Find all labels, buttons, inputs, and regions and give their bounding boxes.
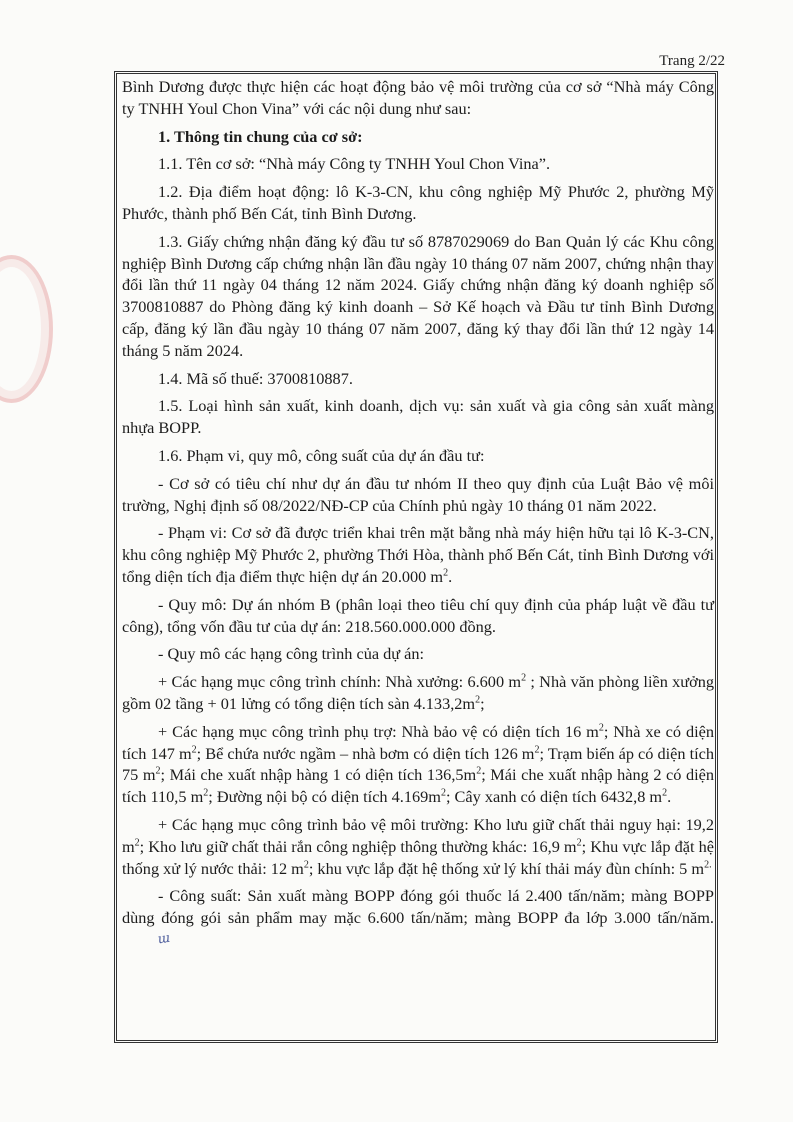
stamp-mark: [0, 255, 53, 403]
item-1-2: 1.2. Địa điểm hoạt động: lô K-3-CN, khu công nghiệp Mỹ Phước 2, phường Mỹ Phước, thành phố Bến Cát, tỉnh Bình Dương.: [122, 182, 714, 223]
document-body: [122, 76, 714, 959]
item-1-1: 1.1. Tên cơ sở: “Nhà máy Công ty TNHH Youl Chon Vina”.: [158, 154, 551, 174]
section-heading: 1. Thông tin chung của cơ sở:: [158, 126, 363, 146]
initial-signature: ɯ: [156, 930, 172, 948]
scope-paragraph: - Phạm vi: Cơ sở đã được triển khai trên mặt bằng nhà máy hiện hữu tại lô K-3-CN, khu công nghiệp Mỹ Phước 2, phường Thới Hòa, thành phố Bến Cát, tỉnh Bình Dương với tổng diện tích địa điểm thực hiện dự án 20.000 $m^2$.: [122, 523, 714, 586]
scale-paragraph: - Quy mô: Dự án nhóm B (phân loại theo tiêu chí quy định của pháp luật về đầu tư công), tổng vốn đầu tư của dự án: 218.560.000.000 đồng.: [122, 594, 714, 636]
main-works-paragraph: + Các hạng mục công trình chính: Nhà xưởng: 6.600 $m^2$ ; Nhà văn phòng liền xưởng gồm 02 tầng + 01 lửng có tổng diện tích sàn $4.133,2m^2$;: [122, 672, 714, 713]
item-1-5: 1.5. Loại hình sản xuất, kinh doanh, dịch vụ: sản xuất và gia công sản xuất màng nhựa BOPP.: [122, 396, 714, 438]
capacity-paragraph: - Công suất: Sản xuất màng BOPP đóng gói thuốc lá 2.400 tấn/năm; màng BOPP dùng đóng gói sản phẩm may mặc 6.600 tấn/năm; màng BOPP đa lớp 3.000 tấn/năm.ɯ: [122, 885, 714, 952]
item-1-4: 1.4. Mã số thuế: 3700810887.: [158, 368, 353, 388]
env-works-paragraph: + Các hạng mục công trình bảo vệ môi trường: Kho lưu giữ chất thải nguy hại: 19,2 $m^2$; Kho lưu giữ chất thải rắn công nghiệp thông thường khác: 16,9 $m^2$; Khu vực lắp đặt hệ thống xử lý nước thải: 12 $m^2$; khu vực lắp đặt hệ thống xử lý khí thải máy đùn chính: 5 $m^{2.}$: [122, 814, 714, 878]
item-1-6: 1.6. Phạm vi, quy mô, công suất của dự án đầu tư:: [158, 445, 485, 465]
works-heading: - Quy mô các hạng công trình của dự án:: [158, 644, 425, 664]
page-number: Trang 2/22: [659, 53, 725, 69]
intro-paragraph: Bình Dương được thực hiện các hoạt động bảo vệ môi trường của cơ sở “Nhà máy Công ty TNHH Youl Chon Vina” với các nội dung như sau:: [122, 77, 714, 118]
item-1-3: 1.3. Giấy chứng nhận đăng ký đầu tư số 8787029069 do Ban Quản lý các Khu công nghiệp Bình Dương cấp chứng nhận lần đầu ngày 10 tháng 07 năm 2007, chứng nhận thay đổi lần thứ 11 ngày 04 tháng 12 năm 2024. Giấy chứng nhận đăng ký doanh nghiệp số 3700810887 do Phòng đăng ký kinh doanh – Sở Kế hoạch và Đầu tư tỉnh Bình Dương cấp, đăng ký lần đầu ngày 10 tháng 07 năm 2007, đăng ký thay đổi lần thứ 12 ngày 14 tháng 5 năm 2024.: [122, 231, 714, 360]
aux-works-paragraph: + Các hạng mục công trình phụ trợ: Nhà bảo vệ có diện tích 16 $m^2$; Nhà xe có diện tích 147 $m^2$; Bể chứa nước ngầm – nhà bơm có diện tích 126 $m^2$; Trạm biến áp có diện tích 75 $m^2$; Mái che xuất nhập hàng 1 có diện tích $136,5m^2$; Mái che xuất nhập hàng 2 có diện tích 110,5 $m^2$; Đường nội bộ có diện tích $4.169m^2$; Cây xanh có diện tích 6432,8 $m^2$.: [122, 721, 715, 807]
criteria-paragraph: - Cơ sở có tiêu chí như dự án đầu tư nhóm II theo quy định của Luật Bảo vệ môi trường, Nghị định số 08/2022/NĐ-CP của Chính phủ ngày 10 tháng 01 năm 2022.: [122, 473, 714, 515]
